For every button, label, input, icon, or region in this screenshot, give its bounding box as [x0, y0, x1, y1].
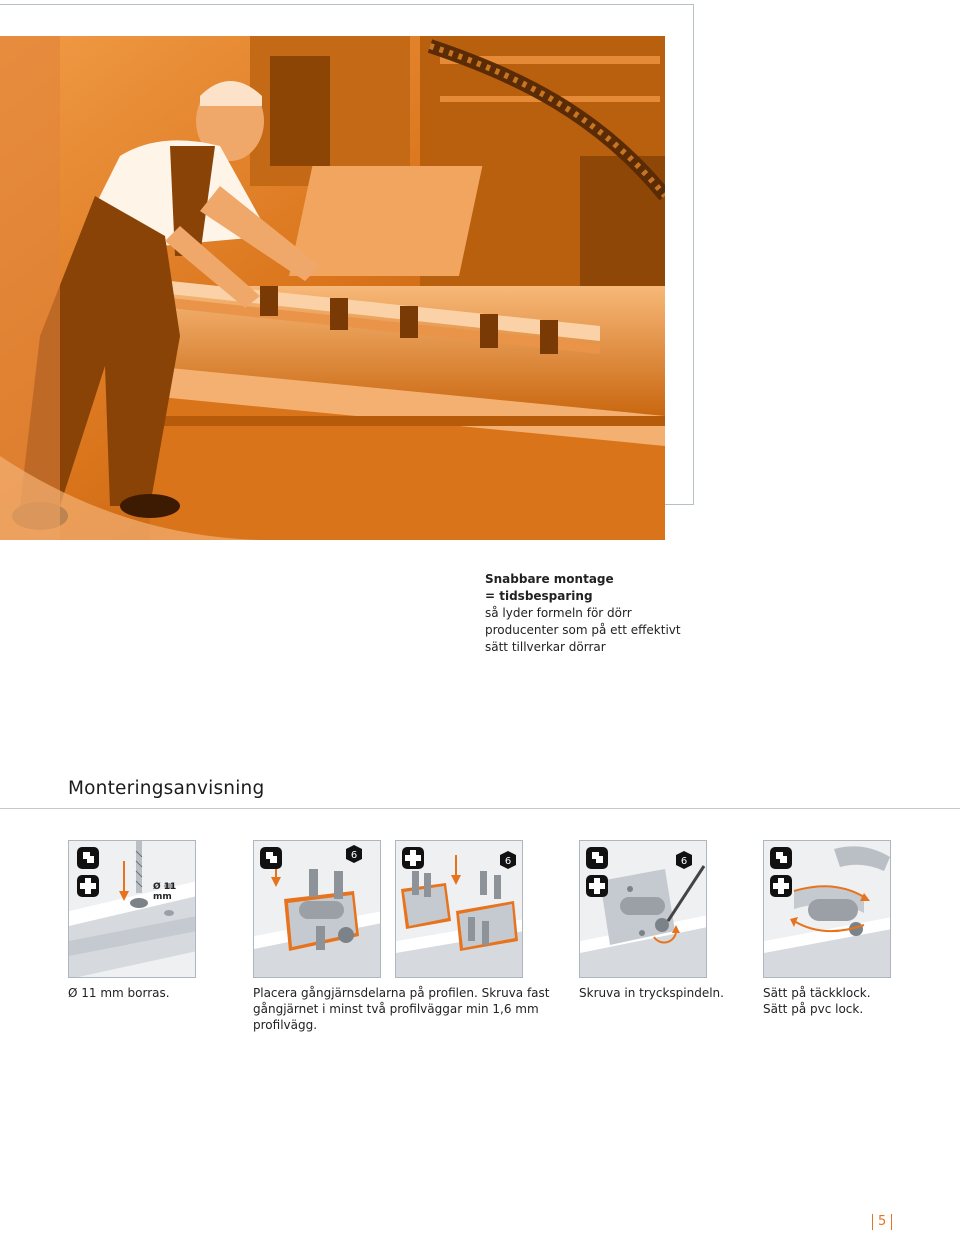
step-3: [395, 840, 525, 985]
cover-cap-illustration: [763, 840, 891, 978]
caption-headline: Snabbare montage: [485, 572, 614, 586]
caption-subheadline: = tidsbesparing: [485, 589, 593, 603]
hinge-screw-illustration: [395, 840, 523, 978]
step-4: [579, 840, 749, 1001]
step-4-text: Skruva in tryckspindeln.: [579, 986, 724, 1000]
section-divider: [0, 808, 960, 809]
step-1: [68, 840, 208, 1001]
step-5: [763, 840, 913, 1017]
step-2-text: Placera gångjärnsdelarna på profilen. Skruva fast gångjärnet i minst två profilväggar min 1,6 mm profilvägg.: [253, 986, 550, 1032]
step-5-text-line-2: Sätt på pvc lock.: [763, 1002, 864, 1016]
section-title: Monteringsanvisning: [68, 778, 265, 799]
caption-text-line: producenter som på ett effektivt: [485, 623, 681, 637]
page-number: 5: [872, 1214, 892, 1230]
step-4-badge: 6: [680, 856, 688, 867]
hinge-placement-illustration: [253, 840, 381, 978]
photo-caption: [485, 571, 725, 656]
caption-text-line: så lyder formeln för dörr: [485, 606, 632, 620]
step-1-text: Ø 11 mm borras.: [68, 986, 170, 1000]
step-3-badge: 6: [504, 856, 512, 867]
step-2-badge: 6: [350, 850, 358, 861]
caption-text-line: sätt tillverkar dörrar: [485, 640, 606, 654]
factory-worker-photo: [0, 36, 665, 540]
step-5-text-line-1: Sätt på täckklock.: [763, 986, 871, 1000]
pressure-spindle-illustration: [579, 840, 707, 978]
diameter-label: Ø 11 mm: [153, 882, 177, 902]
step-5-text: [763, 985, 913, 1017]
drill-illustration: [68, 840, 196, 978]
